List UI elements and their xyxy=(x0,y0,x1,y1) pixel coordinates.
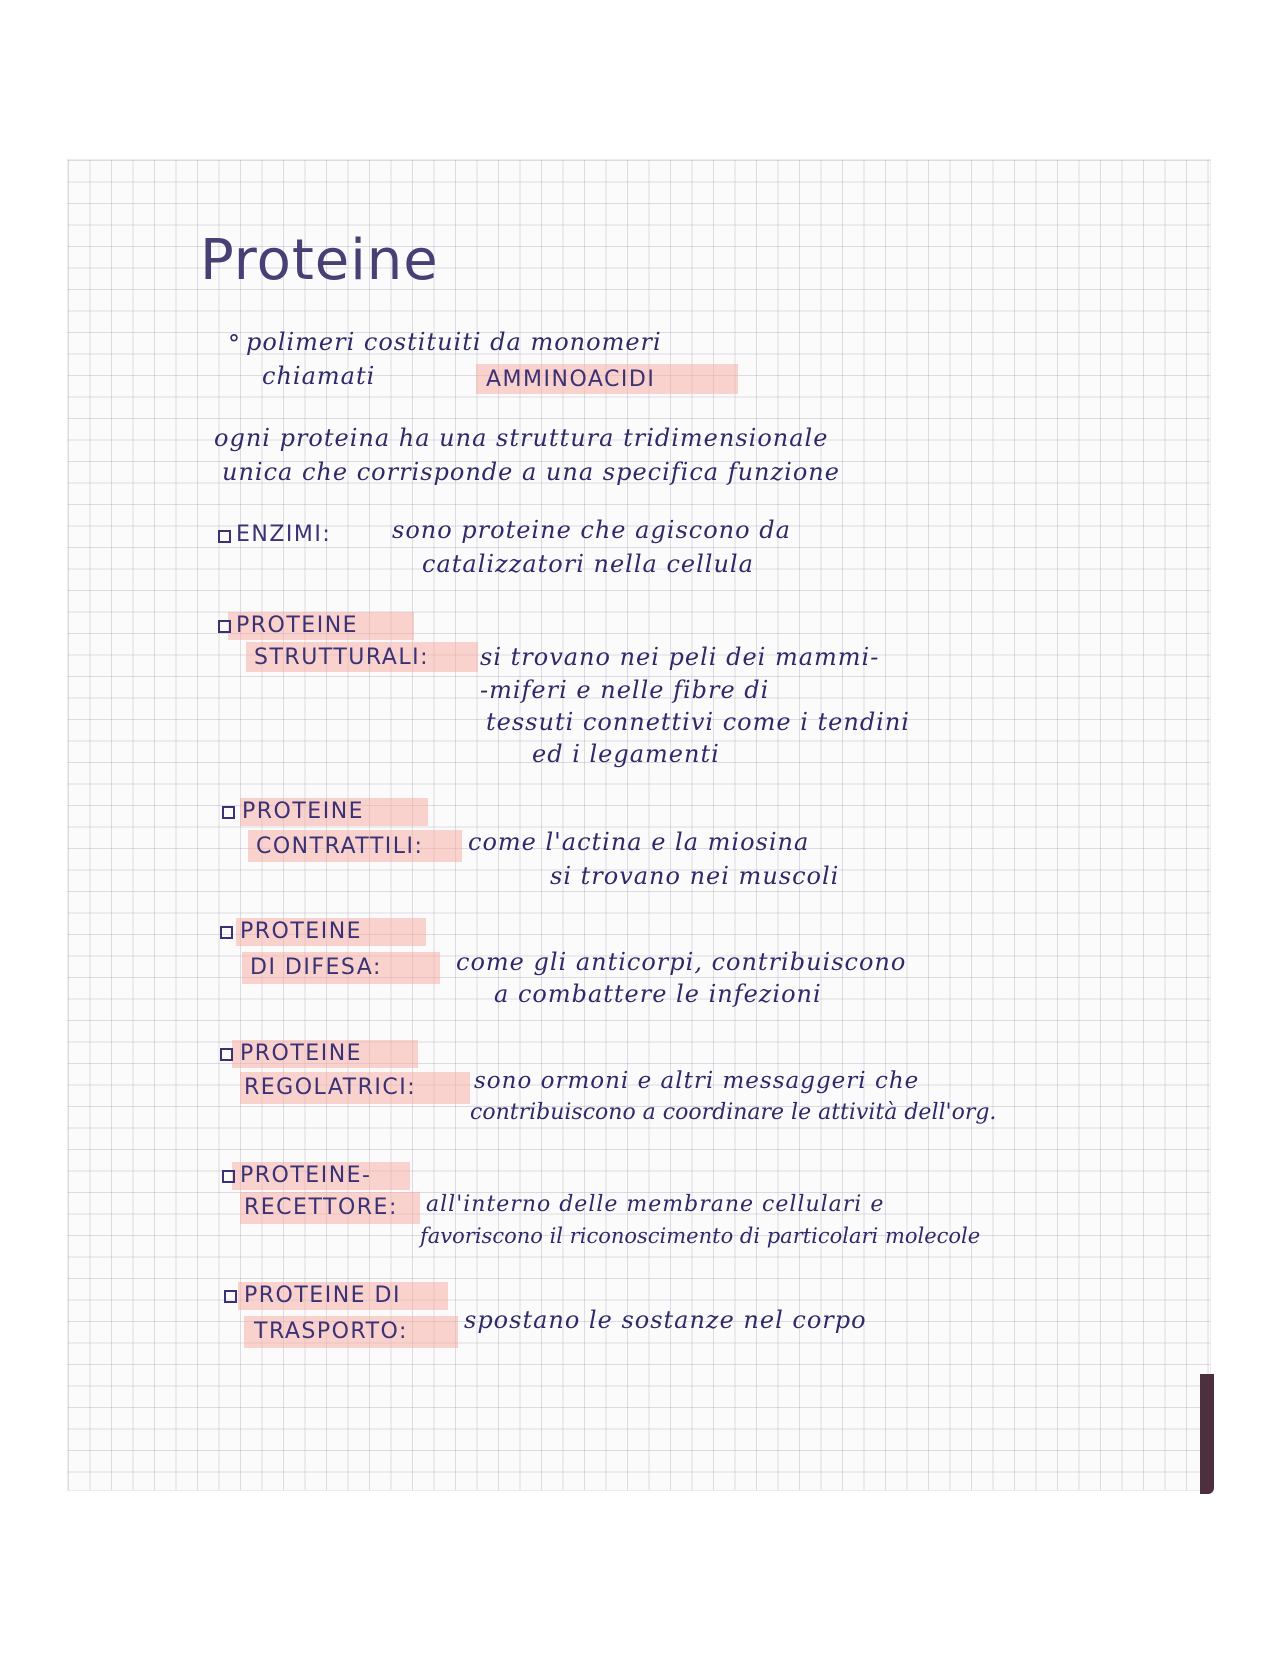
checkbox-icon xyxy=(220,1048,233,1061)
checkbox-icon xyxy=(224,1290,237,1303)
title-text: Proteine xyxy=(200,228,439,293)
item-text-line: spostano le sostanze nel corpo xyxy=(464,1306,867,1334)
paragraph-line-1: ogni proteina ha una struttura tridimensionale xyxy=(214,424,829,452)
item-text-line: si trovano nei peli dei mammi- xyxy=(480,643,880,671)
item-label-di-difesa: DI DIFESA: xyxy=(250,955,382,980)
item-text-line: tessuti connettivi come i tendini xyxy=(486,708,910,736)
amminoacidi-label: AMMINOACIDI xyxy=(486,367,656,392)
checkbox-icon xyxy=(222,1170,235,1183)
item-label-proteine: PROTEINE xyxy=(242,799,365,824)
item-label-proteine: PROTEINE xyxy=(240,919,363,944)
item-label-regolatrici: REGOLATRICI: xyxy=(244,1075,417,1100)
item-text-line: -miferi e nelle fibre di xyxy=(480,676,770,704)
item-label-recettore: RECETTORE: xyxy=(244,1195,398,1220)
item-text-line: come l'actina e la miosina xyxy=(468,828,810,856)
item-text-line: all'interno delle membrane cellulari e xyxy=(426,1192,885,1217)
checkbox-icon xyxy=(218,620,231,633)
item-text-line: come gli anticorpi, contribuiscono xyxy=(456,948,907,976)
item-label-enzimi: ENZIMI: xyxy=(236,522,332,547)
item-text-line: ed i legamenti xyxy=(532,740,720,768)
intro-line-2-prefix: chiamati xyxy=(262,362,376,390)
checkbox-icon xyxy=(222,806,235,819)
item-label-contrattili: CONTRATTILI: xyxy=(256,834,424,859)
item-text-line: favoriscono il riconoscimento di particolari molecole xyxy=(420,1224,981,1248)
item-text-line: contribuiscono a coordinare le attività dell'org. xyxy=(470,1100,997,1125)
checkbox-icon xyxy=(218,530,231,543)
item-label-proteine: PROTEINE- xyxy=(240,1163,372,1188)
item-text-line: sono proteine che agiscono da xyxy=(392,516,791,544)
item-text-line: a combattere le infezioni xyxy=(494,980,822,1008)
intro-bullet: ° xyxy=(228,330,241,358)
item-label-proteine-di: PROTEINE DI xyxy=(244,1283,401,1308)
page-title xyxy=(200,228,439,293)
intro-line-1: polimeri costituiti da monomeri xyxy=(246,328,662,356)
page-corner-shadow xyxy=(1200,1374,1214,1494)
item-label-proteine: PROTEINE xyxy=(240,1041,363,1066)
checkbox-icon xyxy=(220,926,233,939)
item-text-line: si trovano nei muscoli xyxy=(550,862,840,890)
item-label-proteine: PROTEINE xyxy=(236,613,359,638)
item-text-line: catalizzatori nella cellula xyxy=(422,550,754,578)
item-label-strutturali: STRUTTURALI: xyxy=(254,645,429,670)
item-text-line: sono ormoni e altri messaggeri che xyxy=(474,1068,920,1094)
item-label-trasporto: TRASPORTO: xyxy=(254,1319,408,1344)
paragraph-line-2: unica che corrisponde a una specifica funzione xyxy=(222,458,840,486)
